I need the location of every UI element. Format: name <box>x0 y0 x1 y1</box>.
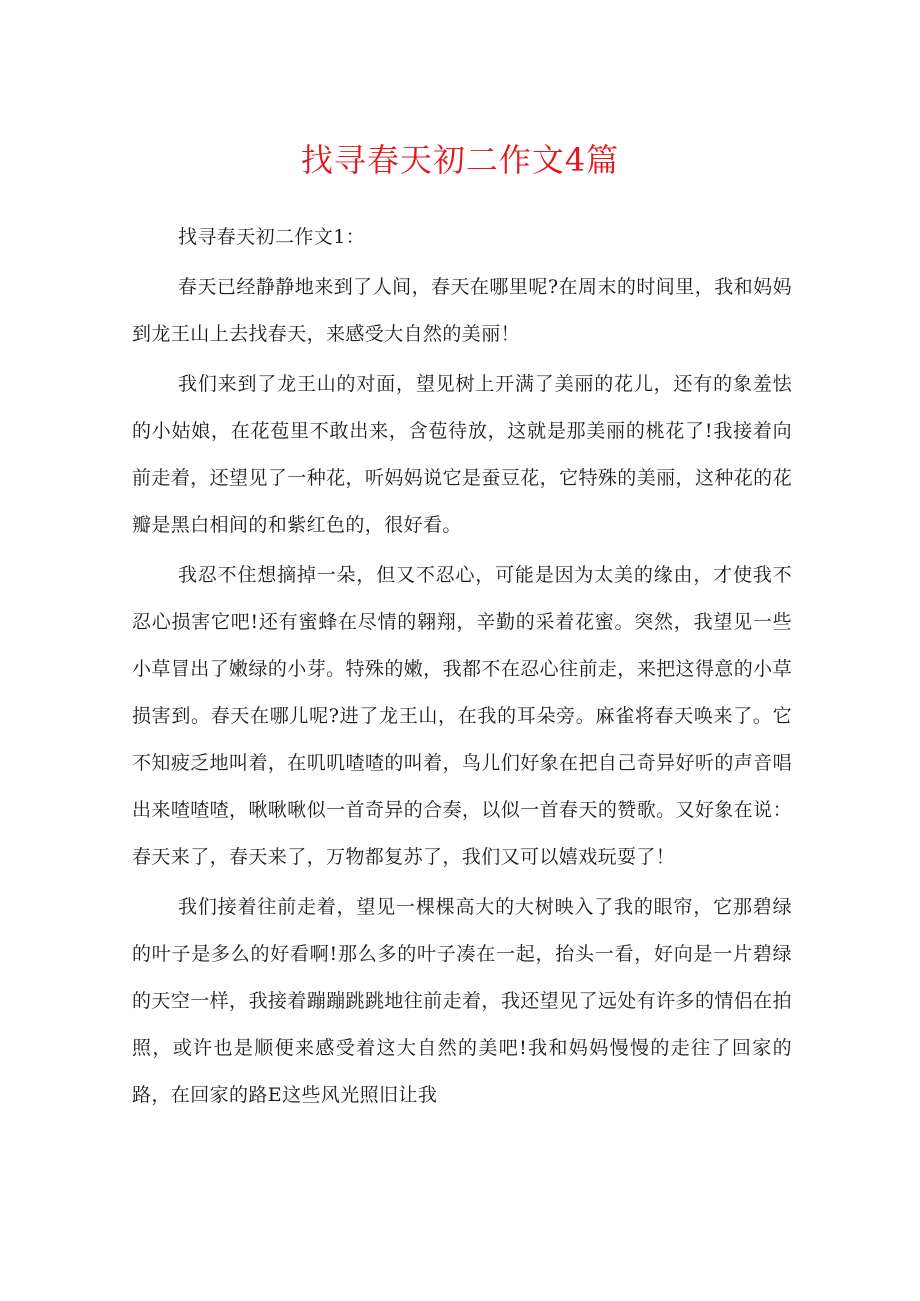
paragraph: 春天已经静静地来到了人间，春天在哪里呢?在周末的时间里，我和妈妈到龙王山上去找春天，来感受大自然的美丽！ <box>132 276 792 345</box>
document-body <box>132 214 792 1119</box>
section-heading: 找寻春天初二作文1： <box>178 226 366 248</box>
paragraph: 我们来到了龙王山的对面，望见树上开满了美丽的花儿，还有的象羞怯的小姑娘，在花苞里不敢出来，含苞待放，这就是那美丽的桃花了!我接着向前走着，还望见了一种花，听妈妈说它是蚕豆花，它特殊的美丽，这种花的花瓣是黑白相间的和紫红色的，很好看。 <box>132 373 792 536</box>
document-title: 找寻春天初二作文4篇 <box>300 141 620 179</box>
paragraph: 我忍不住想摘掉一朵，但又不忍心，可能是因为太美的缘由，才使我不忍心损害它吧!还有蜜蜂在尽情的翱翔，辛勤的采着花蜜。突然，我望见一些小草冒出了嫩绿的小芽。特殊的嫩，我都不在忍心往前走，来把这得意的小草损害到。春天在哪儿呢?进了龙王山，在我的耳朵旁。麻雀将春天唤来了。它不知疲乏地叫着，在叽叽喳喳的叫着，鸟儿们好象在把自己奇异好听的声音唱出来喳喳喳，啾啾啾似一首奇异的合奏，以似一首春天的赞歌。又好象在说：春天来了，春天来了，万物都复苏了，我们又可以嬉戏玩耍了！ <box>132 564 792 868</box>
paragraph: 我们接着往前走着，望见一棵棵高大的大树映入了我的眼帘，它那碧绿的叶子是多么的好看啊!那么多的叶子凑在一起，抬头一看，好向是一片碧绿的天空一样，我接着蹦蹦跳跳地往前走着，我还望见了远处有许多的情侣在拍照，或许也是顺便来感受着这大自然的美吧!我和妈妈慢慢的走往了回家的路，在回家的路E这些风光照旧让我 <box>132 896 792 1106</box>
